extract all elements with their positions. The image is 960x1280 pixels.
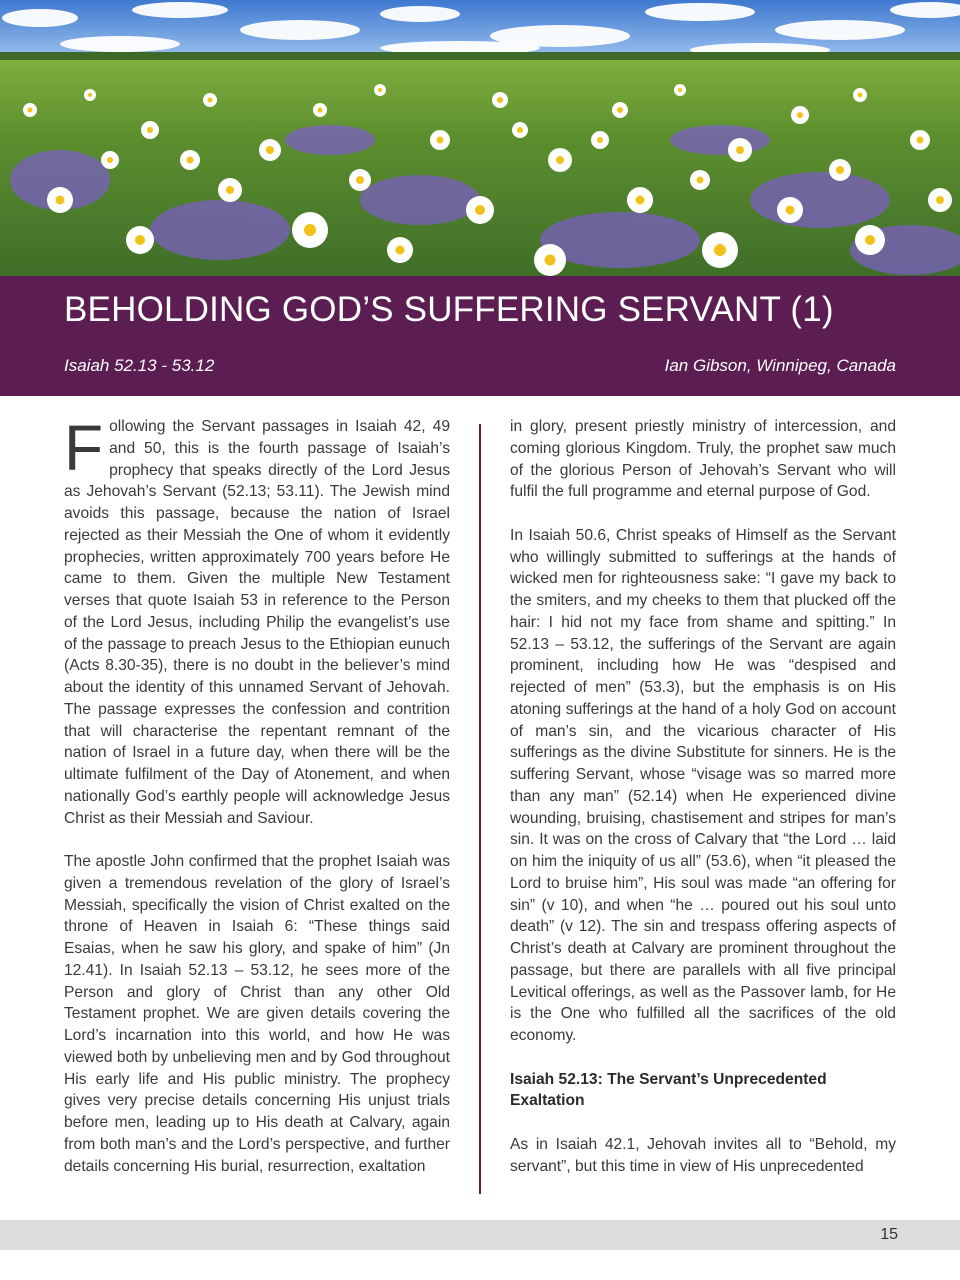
paragraph-2: The apostle John confirmed that the prophet Isaiah was given a tremendous revelation of the glory of Israel’s Messiah, specifically the vision of Christ exalted on the throne of Heaven in Isaiah 6: “These things said Esaias, when he saw his glory, and spake of him” (Jn 12.41). In Isaiah 52.13 – 53.12, he sees more of the Person and glory of Christ than any other Old Testament prophet. We are given details covering the Lord’s incarnation into this world, and how He was viewed both by unbelieving men and by God throughout His early life and His public ministry. The prophecy gives very precise details concerning His unjust trials before men, leading up to His death at Calvary, again from both man’s and the Lord’s perspective, and further details concerning His burial, resurrection, exaltation [64,853,450,1175]
paragraph-1 [64,412,450,829]
paragraph-1-text: ollowing the Servant passages in Isaiah 42, 49 and 50, this is the fourth passage of Isaiah’s prophecy that speaks directly of the Lord Jesus as Jehovah’s Servant (52.13; 53.11). The Jewish mind avoids this passage, because the nation of Israel rejected as their Messiah the One of whom it evidently prophecies, written approximately 700 years before He came to them. Given the multiple New Testament verses that quote Isaiah 53 in reference to the Person of the Lord Jesus, including Philip the evangelist’s use of the passage to preach Jesus to the Ethiopian eunuch (Acts 8.30-35), there is no doubt in the believer’s mind about the identity of this unnamed Servant of Jehovah. The passage expresses the confession and contrition that will characterise the repentant remnant of the nation of Israel in a future day, when there will be the ultimate fulfilment of the Day of Atonement, and when nationally God’s earthly people will acknowledge Jesus Christ as their Messiah and Saviour. [64,418,450,827]
page-number: 15 [880,1226,898,1243]
article-title: BEHOLDING GOD’S SUFFERING SERVANT (1) [64,290,834,329]
footer-bar [0,1220,960,1250]
right-column [510,416,896,1199]
title-banner [0,276,960,396]
paragraph-3: in glory, present priestly ministry of intercession, and coming glorious Kingdom. Truly, the prophet saw much of the glorious Person of Jehovah’s Servant who will fulfil the full programme and eternal purpose of God. [510,418,896,501]
scripture-reference: Isaiah 52.13 - 53.12 [64,356,215,375]
paragraph-4: In Isaiah 50.6, Christ speaks of Himself as the Servant who willingly submitted to sufferings at the hands of wicked men for righteousness sake: “I gave my back to the smiters, and my cheeks to them that plucked off the hair: I hid not my face from shame and spitting.” In 52.13 – 53.12, the sufferings of the Servant are again prominent, including how He was “despised and rejected of men” (53.3), but the emphasis is on His atoning sufferings at the hand of a holy God on account of man’s sin, and the vicarious character of His sufferings as the divine Substitute for sinners. He is the suffering Servant, whose “visage was so marred more than any man” (52.14) when He experienced divine wounding, bruising, chastisement and stripes for man’s sin. It was on the cross of Calvary that “the Lord … laid on him the iniquity of us all” (53.6), when “it pleased the Lord to bruise him”, His soul was made “an offering for sin” (v 10), and when “he … poured out his soul unto death” (v 12). The sin and trespass offering aspects of Christ’s death at Calvary are prominent throughout the passage, but there are parallels with all five principal Levitical offerings, as well as the Passover lamb, for He is the One who fulfilled all the sacrifices of the old economy. [510,526,896,1044]
drop-cap: F [64,412,104,484]
left-column [64,412,450,1199]
column-divider [479,424,481,1194]
section-subheading: Isaiah 52.13: The Servant’s Unprecedented Exaltation [510,1070,827,1110]
meadow-illustration [0,0,960,276]
author-byline: Ian Gibson, Winnipeg, Canada [664,356,896,375]
hero-image [0,0,960,276]
paragraph-5: As in Isaiah 42.1, Jehovah invites all to “Behold, my servant”, but this time in view of His unprecedented [510,1135,896,1175]
